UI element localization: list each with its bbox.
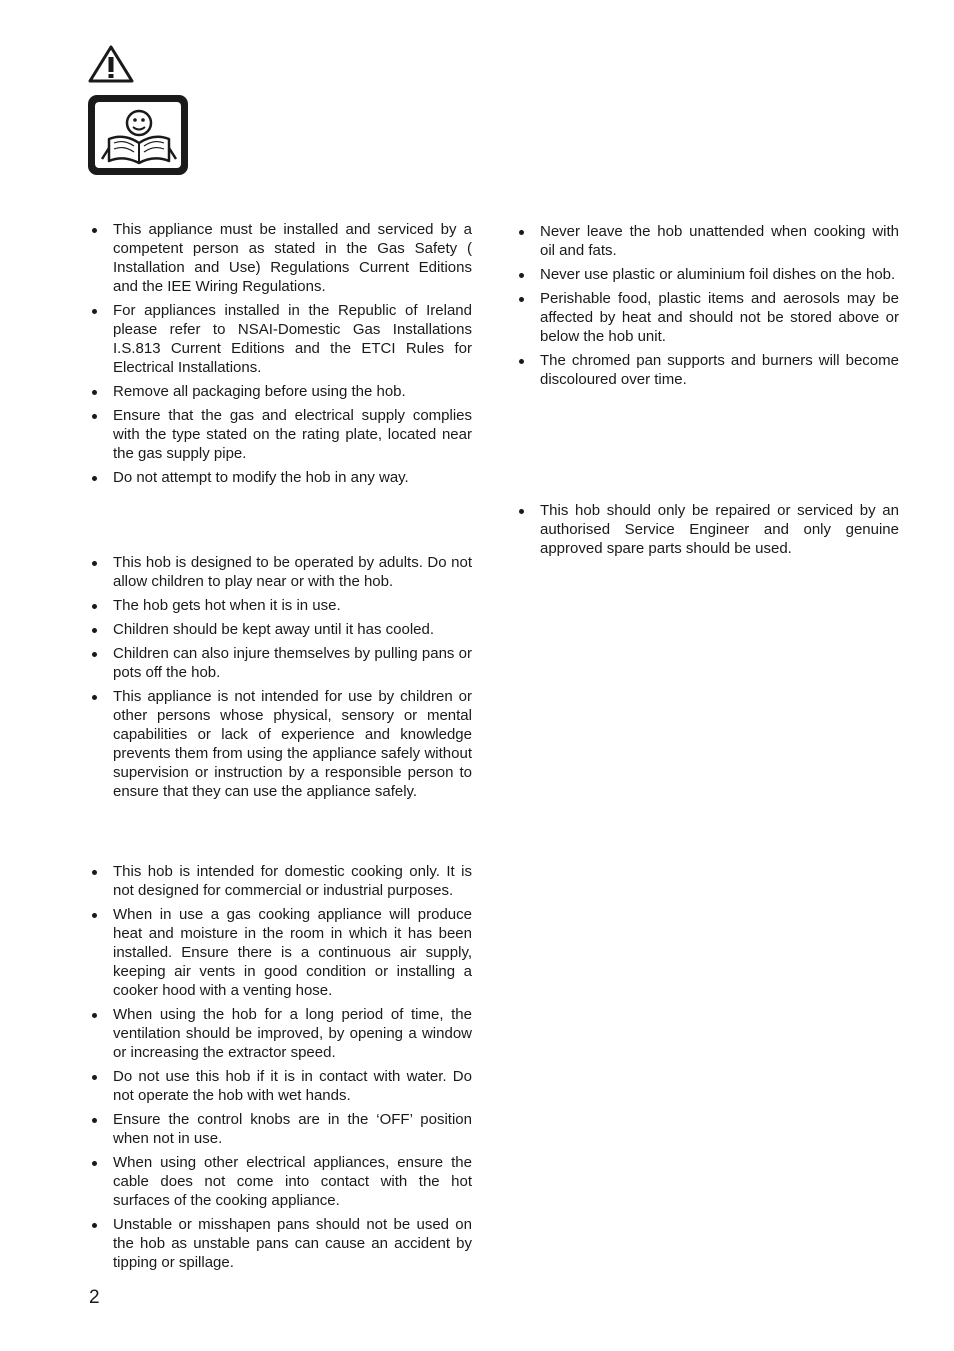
list-item: When using other electrical appliances, ensure the cable does not come into contact with the hot surfaces of the cooking appliance. [89,1153,472,1210]
list-item: Never use plastic or aluminium foil dishes on the hob. [516,265,899,284]
list-item: The chromed pan supports and burners will become discoloured over time. [516,351,899,389]
left-list-2 [89,553,472,806]
list-item: This hob is intended for domestic cooking only. It is not designed for commercial or industrial purposes. [89,862,472,900]
warning-triangle-icon [87,44,135,84]
list-item: Ensure that the gas and electrical supply complies with the type stated on the rating plate, located near the gas supply pipe. [89,406,472,463]
list-item: This appliance must be installed and serviced by a competent person as stated in the Gas Safety ( Installation and Use) Regulations Current Editions and the IEE Wiring Regulations. [89,220,472,296]
list-item: Ensure the control knobs are in the ‘OFF’ position when not in use. [89,1110,472,1148]
left-list-3 [89,862,472,1277]
list-item: Do not attempt to modify the hob in any way. [89,468,472,487]
list-item: Unstable or misshapen pans should not be used on the hob as unstable pans can cause an accident by tipping or spillage. [89,1215,472,1272]
list-item: When in use a gas cooking appliance will produce heat and moisture in the room in which it has been installed. Ensure there is a continuous air supply, keeping air vents in good condition or installing a cooker hood with a venting hose. [89,905,472,1000]
read-manual-icon [88,95,188,175]
right-list-1 [516,222,899,394]
list-item: The hob gets hot when it is in use. [89,596,472,615]
list-item: Children should be kept away until it has cooled. [89,620,472,639]
page-number: 2 [89,1287,100,1308]
list-item: Children can also injure themselves by pulling pans or pots off the hob. [89,644,472,682]
list-item: For appliances installed in the Republic of Ireland please refer to NSAI-Domestic Gas Installations I.S.813 Current Editions and the ETCI Rules for Electrical Installations. [89,301,472,377]
list-item: Never leave the hob unattended when cooking with oil and fats. [516,222,899,260]
list-item: When using the hob for a long period of time, the ventilation should be improved, by opening a window or increasing the extractor speed. [89,1005,472,1062]
list-item: This hob is designed to be operated by adults. Do not allow children to play near or with the hob. [89,553,472,591]
list-item: This hob should only be repaired or serviced by an authorised Service Engineer and only genuine approved spare parts should be used. [516,501,899,558]
left-list-1 [89,220,472,492]
list-item: Do not use this hob if it is in contact with water. Do not operate the hob with wet hands. [89,1067,472,1105]
list-item: Remove all packaging before using the hob. [89,382,472,401]
list-item: This appliance is not intended for use by children or other persons whose physical, sensory or mental capabilities or lack of experience and knowledge prevents them from using the appliance safely without supervision or instruction by a responsible person to ensure that they can use the appliance safely. [89,687,472,801]
list-item: Perishable food, plastic items and aerosols may be affected by heat and should not be stored above or below the hob unit. [516,289,899,346]
right-list-2 [516,501,899,563]
